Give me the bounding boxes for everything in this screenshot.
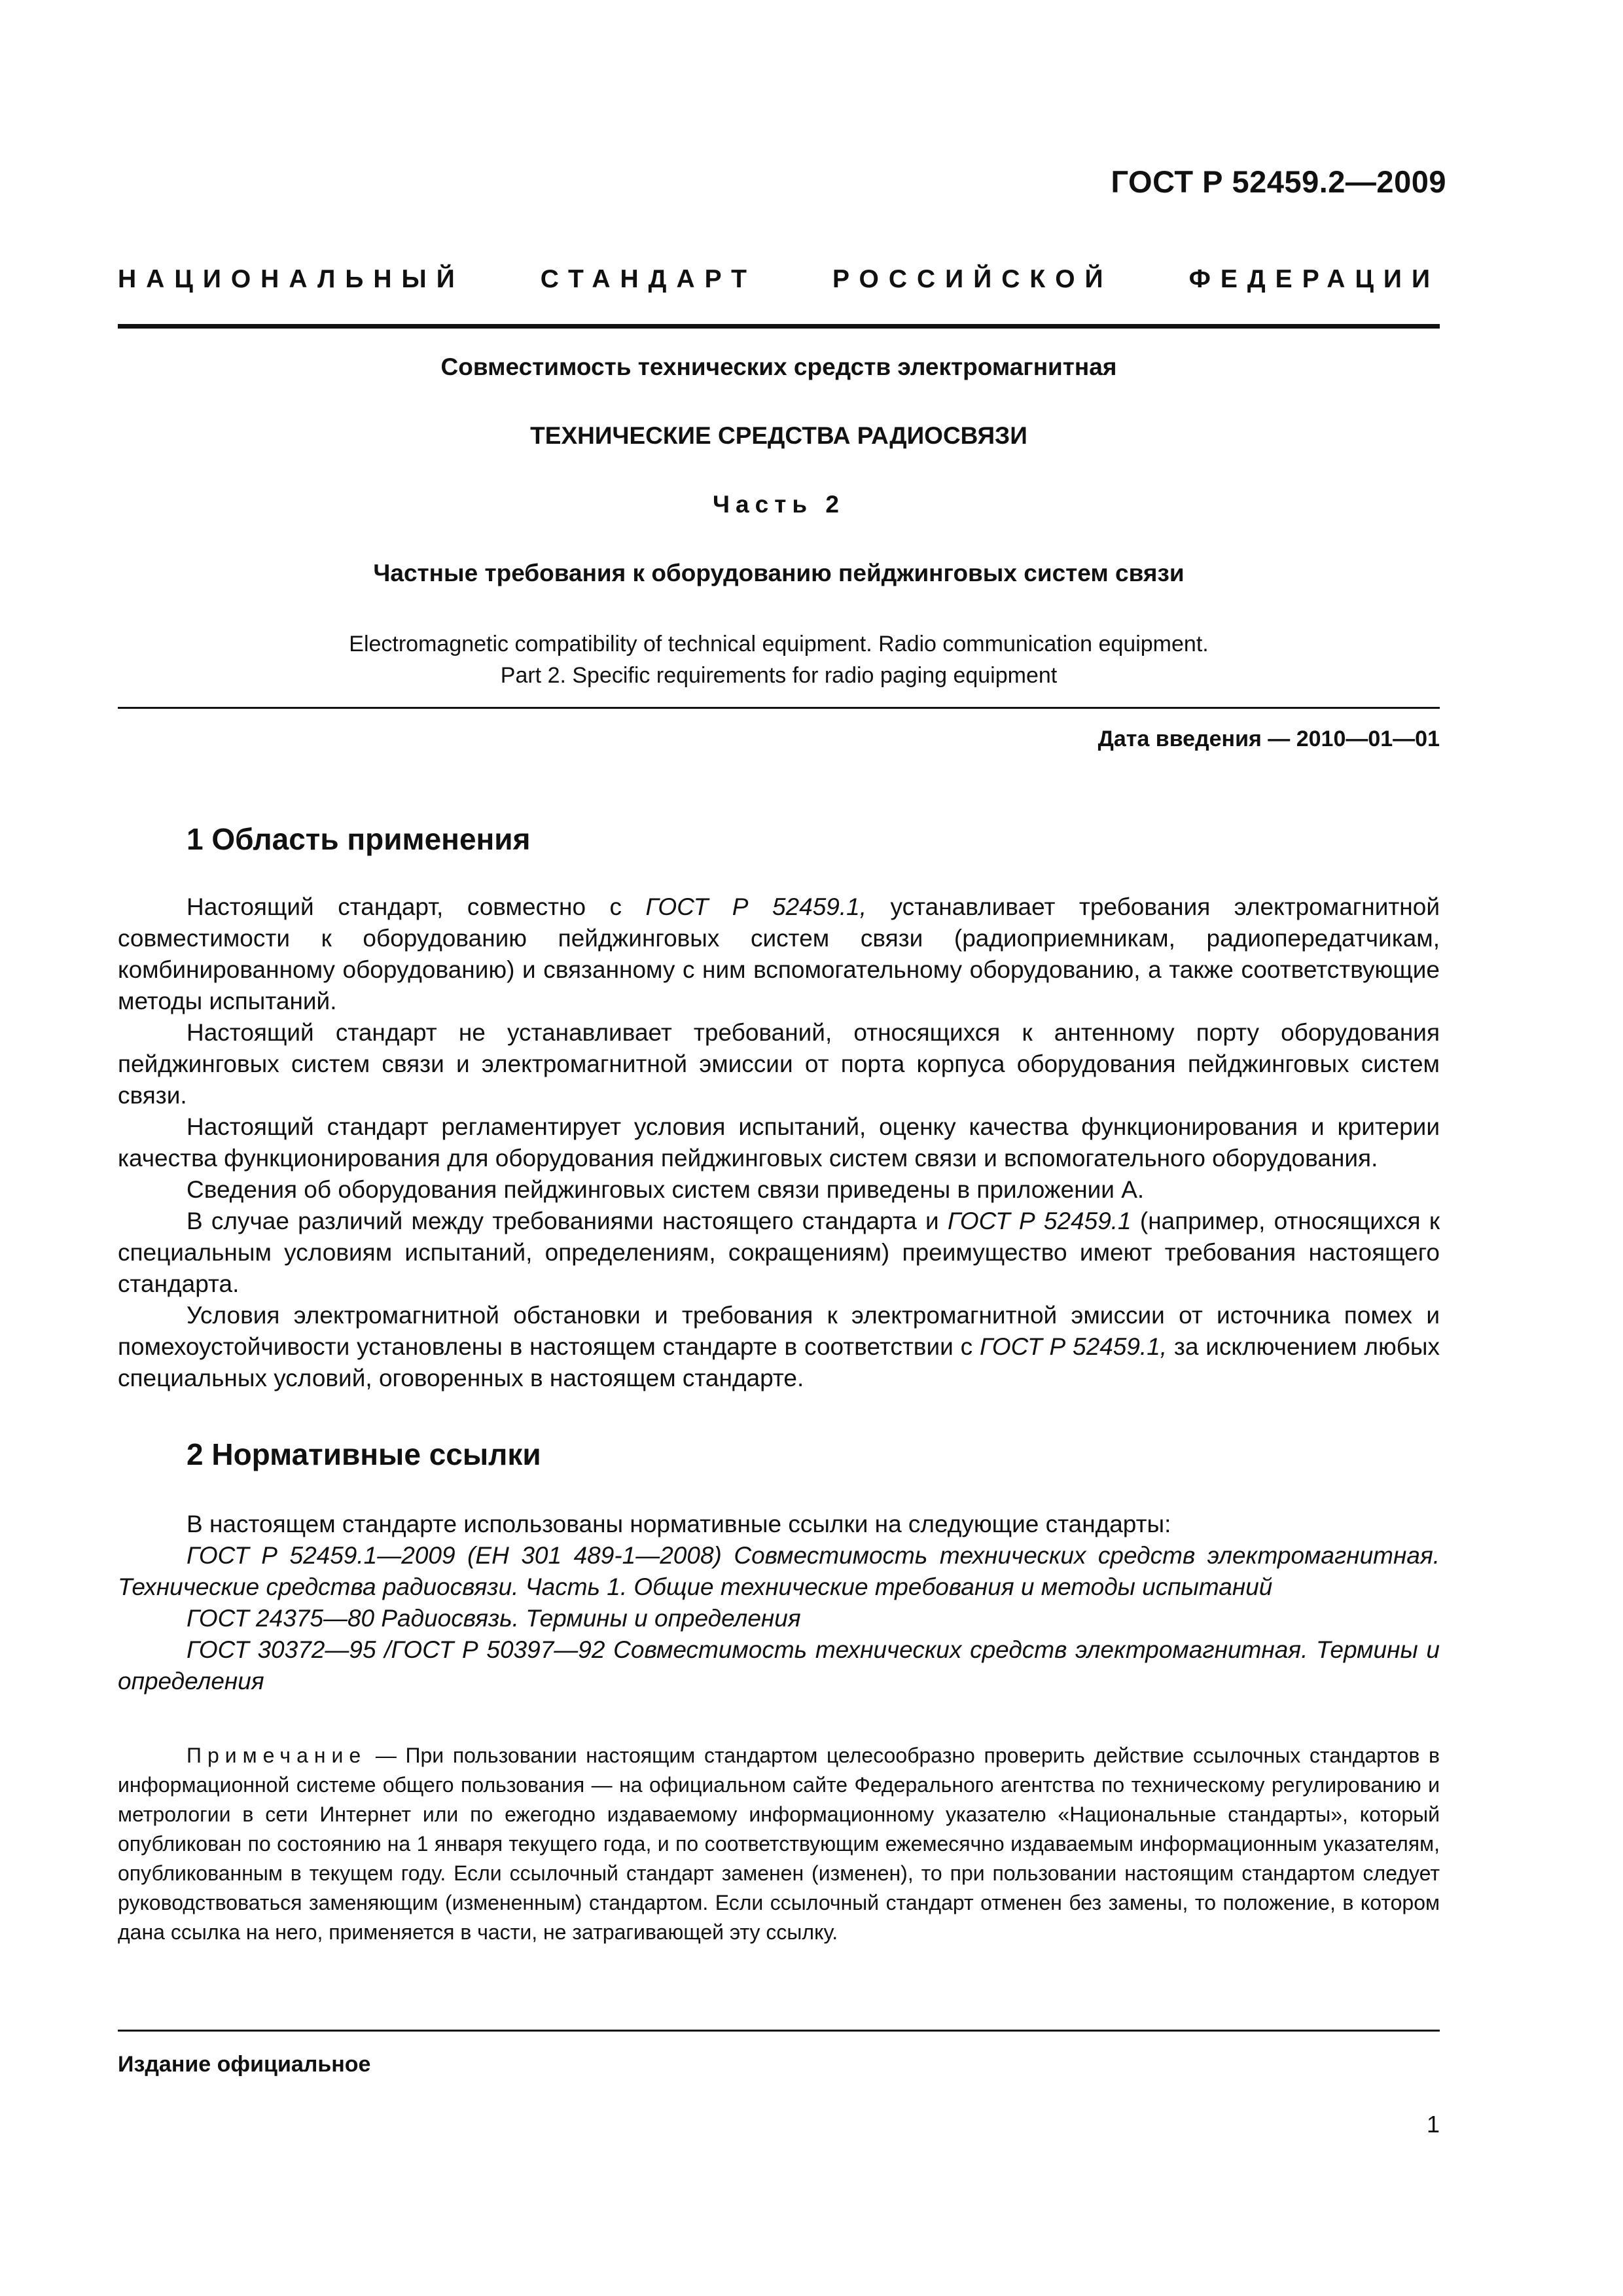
national-standard-banner xyxy=(118,265,1440,294)
title-divider xyxy=(118,707,1440,709)
paragraph: Настоящий стандарт регламентирует условия испытаний, оценку качества функционирования и критерии качества функционирования для оборудования пейджинговых систем связи и вспомогательного оборудования. xyxy=(118,1113,1440,1172)
standard-reference: ГОСТ Р 52459.1, xyxy=(645,893,867,920)
english-title xyxy=(118,628,1440,691)
paragraph: В случае различий между требованиями настоящего стандарта и ГОСТ Р 52459.1 (например, относящихся к специальным условиям испытаний, определениям, сокращениям) преимущество имеют требования настоящего стандарта. xyxy=(118,1208,1440,1297)
section-1-body xyxy=(118,891,1440,1394)
english-title-line-2: Part 2. Specific requirements for radio paging equipment xyxy=(500,663,1058,688)
banner-word: ФЕДЕРАЦИИ xyxy=(1188,265,1440,293)
title-line-1: Совместимость технических средств электромагнитная xyxy=(440,353,1117,380)
banner-word: СТАНДАРТ xyxy=(540,265,757,293)
reference-entry: ГОСТ Р 52459.1—2009 (ЕН 301 489-1—2008) Совместимость технических средств электромагнитная. Технические средства радиосвязи. Часть 1. Общие технические требования и методы испытаний xyxy=(118,1542,1440,1600)
paragraph: Условия электромагнитной обстановки и требования к электромагнитной эмиссии от источника помех и помехоустойчивости установлены в настоящем стандарте в соответствии с ГОСТ Р 52459.1, за исключением любых специальных условий, оговоренных в настоящем стандарте. xyxy=(118,1302,1440,1391)
paragraph: Настоящий стандарт не устанавливает требований, относящихся к антенному порту оборудования пейджинговых систем связи и электромагнитной эмиссии от порта корпуса оборудования пейджинговых систем связи. xyxy=(118,1019,1440,1109)
english-title-line-1: Electromagnetic compatibility of technical equipment. Radio communication equipment. xyxy=(349,632,1209,656)
banner-word: РОССИЙСКОЙ xyxy=(832,265,1113,293)
paragraph: Сведения об оборудования пейджинговых систем связи приведены в приложении А. xyxy=(187,1176,1145,1203)
reference-entry: ГОСТ 24375—80 Радиосвязь. Термины и определения xyxy=(187,1605,801,1632)
title-line-2: ТЕХНИЧЕСКИЕ СРЕДСТВА РАДИОСВЯЗИ xyxy=(530,422,1027,449)
footer-divider xyxy=(118,2030,1440,2032)
section-2-body xyxy=(118,1509,1440,1697)
standard-reference: ГОСТ Р 52459.1, xyxy=(979,1333,1168,1360)
introduction-date: Дата введения — 2010—01—01 xyxy=(1097,726,1440,751)
page-number: 1 xyxy=(1426,2111,1440,2138)
section-1-heading: 1 Область применения xyxy=(187,822,531,856)
title-part: Часть 2 xyxy=(713,491,845,518)
standard-reference: ГОСТ Р 52459.1 xyxy=(947,1208,1132,1234)
section-2-heading: 2 Нормативные ссылки xyxy=(187,1437,541,1471)
note xyxy=(118,1741,1440,1947)
paragraph: В настоящем стандарте использованы нормативные ссылки на следующие стандарты: xyxy=(187,1511,1171,1537)
reference-entry: ГОСТ 30372—95 /ГОСТ Р 50397—92 Совместимость технических средств электромагнитная. Термины и определения xyxy=(118,1636,1440,1695)
header-divider xyxy=(118,324,1440,329)
note-label: Примечание xyxy=(187,1744,367,1767)
banner-word: НАЦИОНАЛЬНЫЙ xyxy=(118,265,465,293)
paragraph: Настоящий стандарт, совместно с ГОСТ Р 52459.1, устанавливает требования электромагнитной совместимости к оборудованию пейджинговых систем связи (радиоприемникам, радиопередатчикам, комбинированному оборудованию) и связанному с ним вспомогательному оборудованию, а также соответствующие методы испытаний. xyxy=(118,893,1440,1014)
note-text: — При пользовании настоящим стандартом целесообразно проверить действие ссылочных стандартов в информационной системе общего пользования — на официальном сайте Федерального агентства по техническому регулированию и метрологии в сети Интернет или по ежегодно издаваемому информационному указателю «Национальные стандарты», который опубликован по состоянию на 1 января текущего года, и по соответствующим ежемесячно издаваемым информационным указателям, опубликованным в текущем году. Если ссылочный стандарт заменен (изменен), то при пользовании настоящим стандартом следует руководствоваться заменяющим (измененным) стандартом. Если ссылочный стандарт отменен без замены, то положение, в котором дана ссылка на него, применяется в части, не затрагивающей эту ссылку. xyxy=(118,1744,1440,1944)
edition-label: Издание официальное xyxy=(118,2052,371,2077)
document-number: ГОСТ Р 52459.2—2009 xyxy=(1111,164,1446,199)
title-line-4: Частные требования к оборудованию пейджинговых систем связи xyxy=(373,560,1185,586)
